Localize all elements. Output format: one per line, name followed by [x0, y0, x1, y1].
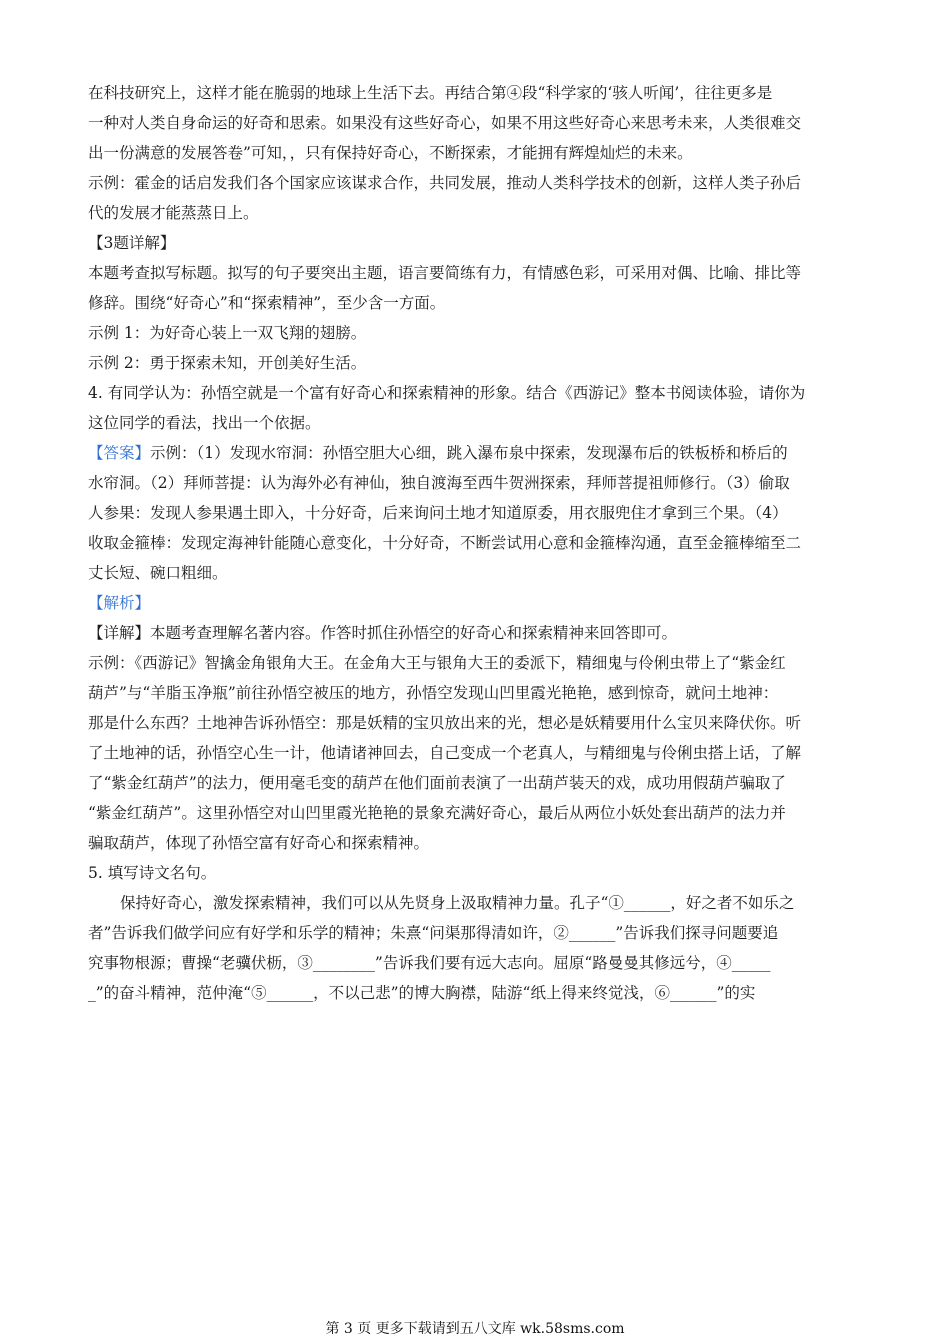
text-line: _”的奋斗精神，范仲淹“⑤______，不以己悲”的博大胸襟，陆游“纸上得来终觉浅，⑥______”的实 — [88, 984, 756, 1002]
text-line: 代的发展才能蒸蒸日上。 — [88, 204, 259, 222]
answer-tag: 【答案】 — [88, 444, 151, 462]
answer-text: 示例：（1）发现水帘洞：孙悟空胆大心细，跳入瀑布泉中探索，发现瀑布后的铁板桥和桥后的 — [150, 444, 788, 462]
text-line: 本题考查拟写标题。拟写的句子要突出主题，语言要简练有力，有情感色彩，可采用对偶、比喻、排比等 — [88, 264, 802, 282]
example-line: 示例 2：勇于探索未知，开创美好生活。 — [88, 354, 367, 372]
text-line: 人参果：发现人参果遇土即入，十分好奇，后来询问土地才知道原委，用衣服兜住才拿到三个果。（4） — [88, 504, 788, 522]
answer-line — [88, 438, 860, 468]
question-line: 4. 有同学认为：孙悟空就是一个富有好奇心和探索精神的形象。结合《西游记》整本书阅读体验，请你为 — [88, 384, 806, 402]
text-line: 修辞。围绕“好奇心”和“探索精神”，至少含一方面。 — [88, 294, 446, 312]
text-line: 那是什么东西？土地神告诉孙悟空：那是妖精的宝贝放出来的光，想必是妖精要用什么宝贝来降伏你。听 — [88, 714, 802, 732]
text-line: 一种对人类自身命运的好奇和思索。如果没有这些好奇心，如果不用这些好奇心来思考未来，人类很难交 — [88, 114, 802, 132]
text-line: 了“紫金红葫芦”的法力，便用毫毛变的葫芦在他们面前表演了一出葫芦装天的戏，成功用假葫芦骗取了 — [88, 774, 786, 792]
text-line: 葫芦”与“羊脂玉净瓶”前往孙悟空被压的地方，孙悟空发现山凹里霞光艳艳，感到惊奇，就问土地神： — [88, 684, 779, 702]
page-footer: 第 3 页 更多下载请到五八文库 wk.58sms.com — [325, 1321, 625, 1337]
text-line: 出一份满意的发展答卷”可知，，只有保持好奇心，不断探索，才能拥有辉煌灿烂的未来。 — [88, 144, 693, 162]
question-line: 这位同学的看法，找出一个依据。 — [88, 414, 321, 432]
text-line: 了土地神的话，孙悟空心生一计，他请诸神回去，自己变成一个老真人，与精细鬼与伶俐虫搭上话，了解 — [88, 744, 802, 762]
text-line: 丈长短、碗口粗细。 — [88, 564, 228, 582]
text-line: 收取金箍棒：发现定海神针能随心意变化，十分好奇，不断尝试用心意和金箍棒沟通，直至金箍棒缩至二 — [88, 534, 802, 552]
question-line: 5. 填写诗文名句。 — [88, 864, 217, 882]
text-line: 示例：霍金的话启发我们各个国家应该谋求合作，共同发展，推动人类科学技术的创新，这样人类子孙后 — [88, 174, 802, 192]
text-line: 【详解】本题考查理解名著内容。作答时抓住孙悟空的好奇心和探索精神来回答即可。 — [88, 624, 678, 642]
example-line: 示例 1：为好奇心装上一双飞翔的翅膀。 — [88, 324, 367, 342]
text-line: 在科技研究上，这样才能在脆弱的地球上生活下去。再结合第④段“科学家的‘骇人听闻’，往往更多是 — [88, 84, 773, 102]
text-line: “紫金红葫芦”。这里孙悟空对山凹里霞光艳艳的景象充满好奇心，最后从两位小妖处套出葫芦的法力并 — [88, 804, 786, 822]
analysis-tag: 【解析】 — [88, 594, 151, 612]
text-line: 水帘洞。（2）拜师菩提：认为海外必有神仙，独自渡海至西牛贺洲探索，拜师菩提祖师修行。（3）偷取 — [88, 474, 790, 492]
text-line: 示例：《西游记》智擒金角银角大王。在金角大王与银角大王的委派下，精细鬼与伶俐虫带上了“紫金红 — [88, 654, 786, 672]
text-line: 保持好奇心，激发探索精神，我们可以从先贤身上汲取精神力量。孔子“①______，好之者不如乐之 — [120, 894, 795, 912]
text-line: 者”告诉我们做学问应有好学和乐学的精神；朱熹“问渠那得清如许，②______”告诉我们探寻问题要追 — [88, 924, 779, 942]
text-line: 骗取葫芦，体现了孙悟空富有好奇心和探索精神。 — [88, 834, 430, 852]
text-line: 究事物根源；曹操“老骥伏枥，③________”告诉我们要有远大志向。屈原“路曼曼其修远兮，④_____ — [88, 954, 771, 972]
section-heading: 【3题详解】 — [88, 234, 176, 252]
document-body — [88, 78, 860, 1008]
